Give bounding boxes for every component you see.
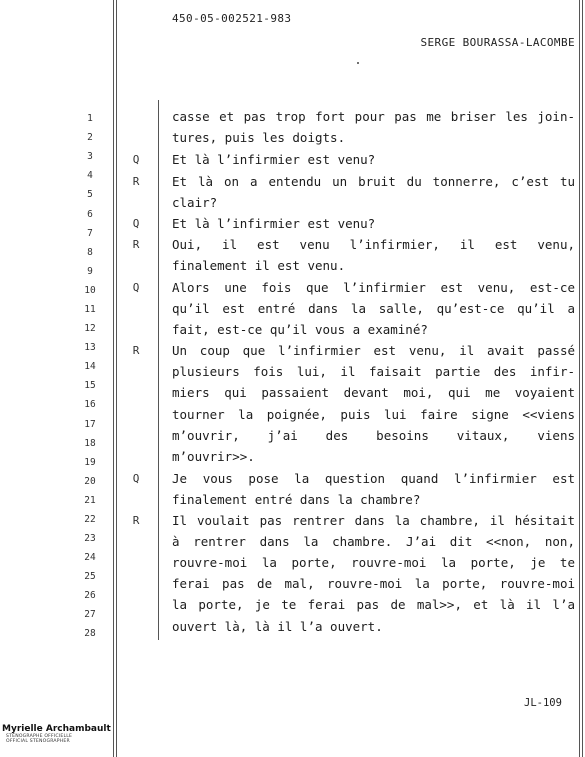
line-number: 9 xyxy=(87,266,93,277)
transcript-line: Et là l’infirmier est venu? xyxy=(172,216,376,231)
answer-marker: R xyxy=(132,175,140,188)
transcript-line: finalement il est venu. xyxy=(172,258,346,273)
transcript-line: fait, est-ce qu’il vous a examiné? xyxy=(172,322,428,337)
transcript-line: ferai pas de mal, rouvre-moi la porte, rouvre-moi xyxy=(172,576,575,591)
line-number: 1 xyxy=(87,113,93,124)
transcript-line: Je vous pose la question quand l’infirmier est xyxy=(172,471,575,486)
line-number: 4 xyxy=(87,170,93,181)
line-number: 16 xyxy=(84,399,96,410)
stenographer-name: Myrielle Archambault xyxy=(2,724,111,734)
line-number: 18 xyxy=(84,438,96,449)
line-number: 3 xyxy=(87,151,93,162)
page-code: JL-109 xyxy=(524,697,562,709)
line-number: 14 xyxy=(84,361,96,372)
stenographer-title-fr: STÉNOGRAPHE OFFICIELLE xyxy=(6,734,73,739)
transcript-line: miers qui passaient devant moi, qui me voyaient xyxy=(172,385,575,400)
transcript-line: Et là l’infirmier est venu? xyxy=(172,152,376,167)
line-number: 10 xyxy=(84,285,96,296)
transcript-line: tourner la poignée, puis lui faire signe <<viens xyxy=(172,407,575,422)
transcript-line: plusieurs fois lui, il faisait partie des infir- xyxy=(172,364,575,379)
right-margin-rule xyxy=(579,0,580,757)
left-margin-rule-inner xyxy=(116,0,117,757)
line-number: 25 xyxy=(84,571,96,582)
answer-marker: R xyxy=(132,344,140,357)
scan-speck xyxy=(357,62,359,64)
transcript-line: Oui, il est venu l’infirmier, il est venu, xyxy=(172,237,575,252)
transcript-line: clair? xyxy=(172,195,218,210)
line-number: 21 xyxy=(84,495,96,506)
file-number: 450-05-002521-983 xyxy=(172,12,292,25)
question-marker: Q xyxy=(132,472,140,485)
line-number: 20 xyxy=(84,476,96,487)
qr-column-rule xyxy=(158,100,159,640)
line-number: 13 xyxy=(84,342,96,353)
line-number: 23 xyxy=(84,533,96,544)
transcript-line: qu’il est entré dans la salle, qu’est-ce qu’il a xyxy=(172,301,575,316)
question-marker: Q xyxy=(132,281,140,294)
transcript-line: finalement entré dans la chambre? xyxy=(172,492,421,507)
line-number: 26 xyxy=(84,590,96,601)
transcript-line: casse et pas trop fort pour pas me briser les join- xyxy=(172,109,575,124)
transcript-line: m’ouvrir>>. xyxy=(172,449,255,464)
transcript-line: Un coup que l’infirmier est venu, il avait passé xyxy=(172,343,575,358)
question-marker: Q xyxy=(132,153,140,166)
transcript-line: Alors une fois que l’infirmier est venu, est-ce xyxy=(172,280,575,295)
line-number: 28 xyxy=(84,628,96,639)
answer-marker: R xyxy=(132,238,140,251)
transcript-line: à rentrer dans la chambre. J’ai dit <<non, non, xyxy=(172,534,575,549)
question-marker: Q xyxy=(132,217,140,230)
transcript-line: la porte, je te ferai pas de mal>>, et là il l’a xyxy=(172,597,575,612)
stenographer-title-en: OFFICIAL STENOGRAPHER xyxy=(6,739,70,744)
right-margin-rule-inner xyxy=(582,0,583,757)
transcript-line: Il voulait pas rentrer dans la chambre, il hésitait xyxy=(172,513,575,528)
line-number: 19 xyxy=(84,457,96,468)
line-number: 12 xyxy=(84,323,96,334)
line-number: 11 xyxy=(84,304,96,315)
witness-name: SERGE BOURASSA-LACOMBE xyxy=(420,36,575,49)
line-number: 5 xyxy=(87,189,93,200)
answer-marker: R xyxy=(132,514,140,527)
stenographer-stamp xyxy=(2,724,112,744)
line-number: 22 xyxy=(84,514,96,525)
line-number: 2 xyxy=(87,132,93,143)
line-number: 27 xyxy=(84,609,96,620)
line-number: 15 xyxy=(84,380,96,391)
transcript-line: m’ouvrir, j’ai des besoins vitaux, viens xyxy=(172,428,575,443)
line-number: 8 xyxy=(87,247,93,258)
line-number: 24 xyxy=(84,552,96,563)
line-number: 6 xyxy=(87,209,93,220)
transcript-line: rouvre-moi la porte, rouvre-moi la porte, je te xyxy=(172,555,575,570)
left-margin-rule xyxy=(113,0,114,757)
transcript-line: tures, puis les doigts. xyxy=(172,130,346,145)
line-number: 17 xyxy=(84,419,96,430)
transcript-line: ouvert là, là il l’a ouvert. xyxy=(172,619,383,634)
transcript-line: Et là on a entendu un bruit du tonnerre, c’est tu xyxy=(172,174,575,189)
line-number: 7 xyxy=(87,228,93,239)
